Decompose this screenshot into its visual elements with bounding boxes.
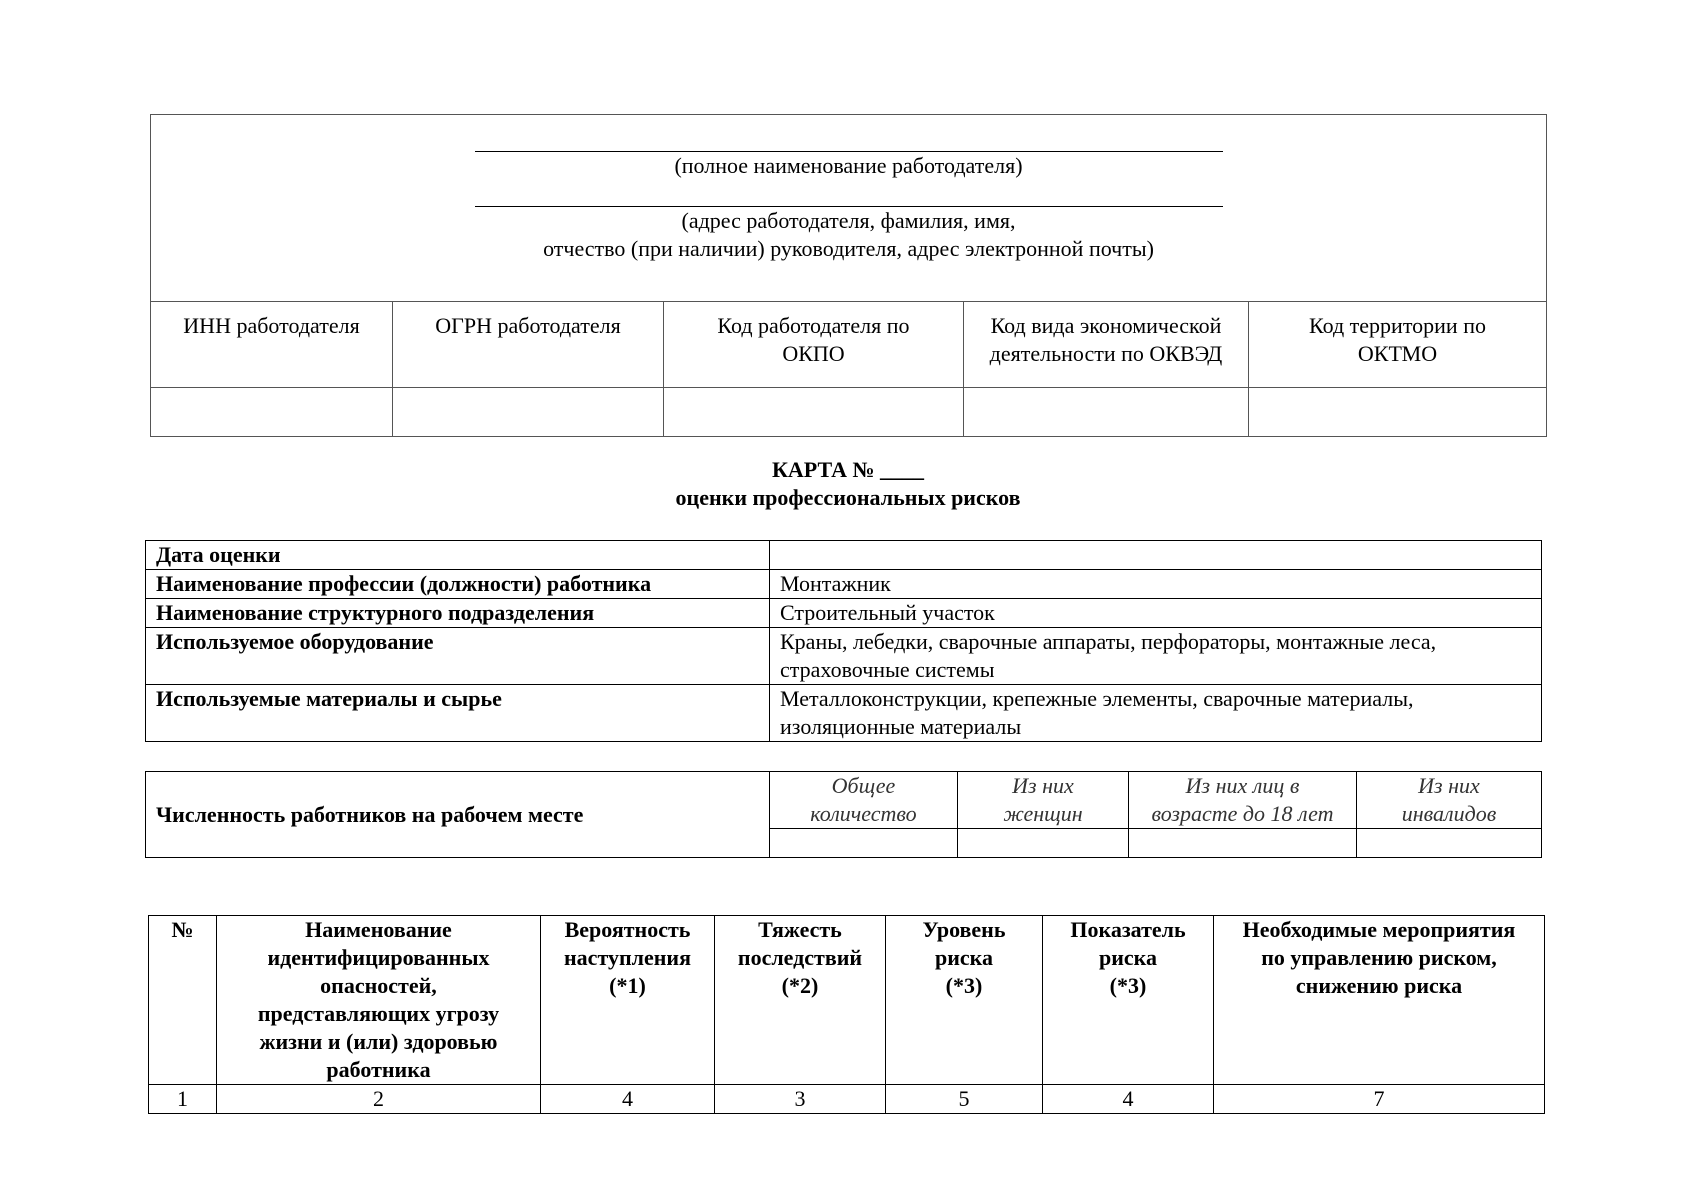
headcount-total-value[interactable] (770, 829, 958, 858)
ogrn-value-cell[interactable] (393, 388, 664, 437)
assessment-date-label: Дата оценки (146, 541, 770, 570)
materials-label: Используемые материалы и сырье (146, 685, 770, 742)
col-number-7: 7 (1214, 1085, 1545, 1114)
employer-header-table (150, 114, 1547, 437)
okpo-value-cell[interactable] (664, 388, 964, 437)
headcount-total-header: Общее количество (770, 772, 958, 829)
okved-header: Код вида экономической деятельности по ОКВЭД (964, 302, 1249, 388)
headcount-disabled-value[interactable] (1357, 829, 1542, 858)
info-row (146, 570, 1542, 599)
card-title-number: КАРТА № ____ (771, 457, 925, 482)
employer-name-caption: (полное наименование работодателя) (674, 153, 1023, 178)
profession-label: Наименование профессии (должности) работника (146, 570, 770, 599)
col-header-hazards: Наименование идентифицированных опасностей, представляющих угрозу жизни и (или) здоровью работника (217, 916, 541, 1085)
headcount-women-value[interactable] (958, 829, 1129, 858)
col-header-severity: Тяжесть последствий (*2) (715, 916, 886, 1085)
employer-name-line[interactable] (475, 115, 1223, 152)
equipment-value[interactable]: Краны, лебедки, сварочные аппараты, перфораторы, монтажные леса, страховочные системы (770, 628, 1542, 685)
okved-value-cell[interactable] (964, 388, 1249, 437)
headcount-minors-header: Из них лиц в возрасте до 18 лет (1129, 772, 1357, 829)
inn-header: ИНН работодателя (151, 302, 393, 388)
info-row (146, 541, 1542, 570)
card-title (150, 456, 1546, 512)
employer-info-block (151, 115, 1547, 302)
headcount-women-header: Из них женщин (958, 772, 1129, 829)
col-header-risk-level: Уровень риска (*3) (886, 916, 1043, 1085)
employer-address-caption-2: отчество (при наличии) руководителя, адрес электронной почты) (543, 236, 1154, 261)
employer-address-line[interactable] (475, 180, 1223, 207)
headcount-table (145, 771, 1542, 858)
assessment-date-value[interactable] (770, 541, 1542, 570)
department-value[interactable]: Строительный участок (770, 599, 1542, 628)
ogrn-header: ОГРН работодателя (393, 302, 664, 388)
col-header-probability: Вероятность наступления (*1) (541, 916, 715, 1085)
risk-table-number-row (149, 1085, 1545, 1114)
workplace-info-table (145, 540, 1542, 742)
info-row (146, 685, 1542, 742)
col-number-1: 1 (149, 1085, 217, 1114)
headcount-minors-value[interactable] (1129, 829, 1357, 858)
employer-address-caption-1: (адрес работодателя, фамилия, имя, (681, 208, 1016, 233)
col-header-risk-index: Показатель риска (*3) (1043, 916, 1214, 1085)
risk-assessment-table (148, 915, 1545, 1114)
col-number-4: 3 (715, 1085, 886, 1114)
card-title-subtitle: оценки профессиональных рисков (675, 485, 1021, 510)
profession-value[interactable]: Монтажник (770, 570, 1542, 599)
col-header-measures: Необходимые мероприятия по управлению риском, снижению риска (1214, 916, 1545, 1085)
info-row (146, 628, 1542, 685)
info-row (146, 599, 1542, 628)
oktmo-value-cell[interactable] (1249, 388, 1547, 437)
okpo-header: Код работодателя по ОКПО (664, 302, 964, 388)
col-number-2: 2 (217, 1085, 541, 1114)
col-number-6: 4 (1043, 1085, 1214, 1114)
oktmo-header: Код территории по ОКТМО (1249, 302, 1547, 388)
col-number-3: 4 (541, 1085, 715, 1114)
headcount-label: Численность работников на рабочем месте (146, 772, 770, 858)
equipment-label: Используемое оборудование (146, 628, 770, 685)
headcount-disabled-header: Из них инвалидов (1357, 772, 1542, 829)
risk-table-header-row (149, 916, 1545, 1085)
department-label: Наименование структурного подразделения (146, 599, 770, 628)
col-number-5: 5 (886, 1085, 1043, 1114)
inn-value-cell[interactable] (151, 388, 393, 437)
materials-value[interactable]: Металлоконструкции, крепежные элементы, сварочные материалы, изоляционные материалы (770, 685, 1542, 742)
col-header-number: № (149, 916, 217, 1085)
